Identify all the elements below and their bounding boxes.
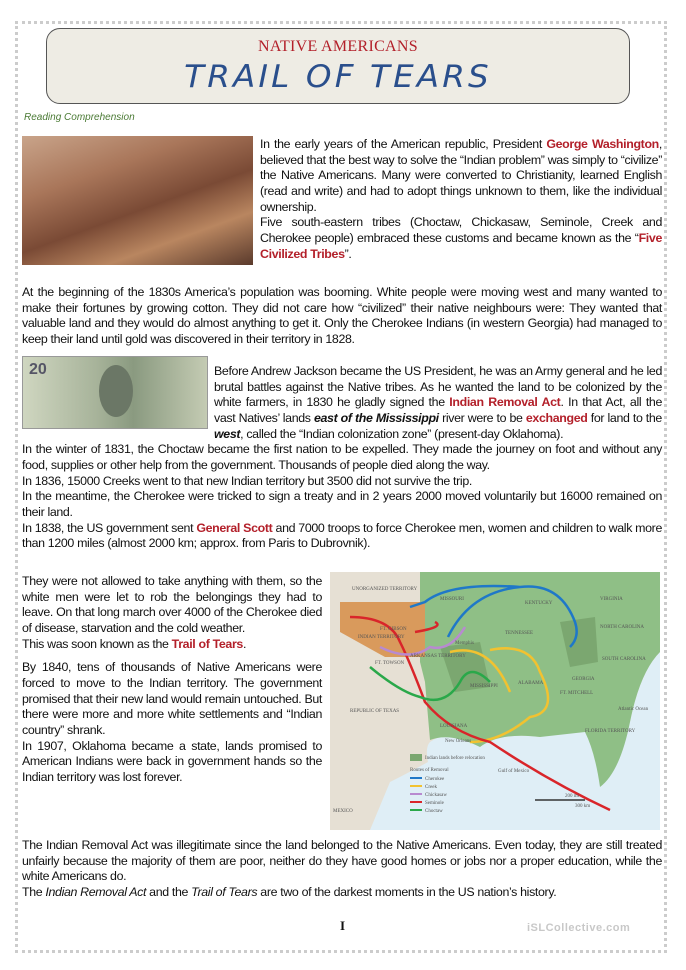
scale-label: 200 mi [565,794,580,799]
page-number: I [340,918,346,933]
map-label: New Orleans [445,739,472,744]
highlight: exchanged [525,410,588,425]
map-label: LOUISIANA [440,724,468,729]
watermark: iSLCollective.com [527,922,631,934]
conclusion-text [22,838,662,901]
removal-routes-map [330,572,660,830]
text: ”. [344,246,352,261]
paragraph [22,885,662,901]
text: Five south-eastern tribes (Choctaw, Chickasaw, Seminole, Creek and Cherokee people) embraced these customs and became known as the “ [260,215,662,245]
map-label: VIRGINIA [600,597,623,602]
highlight: General Scott [196,520,273,535]
map-label: MEXICO [333,809,353,814]
paragraph [22,364,662,442]
map-label: ALABAMA [518,681,544,686]
text: and the [146,884,192,899]
paragraph: In the winter of 1831, the Choctaw became the first nation to be expelled. They made the journey on foot and without any food, supplies or other help from the government. Thousands of people died along the way. [22,442,662,472]
text: Before Andrew Jackson became the US President, he was an Army general and he led brutal battles against the Native tribes. As he wanted the land to be colonized by the white farmers, in 1830 he gladly signed the [214,364,662,410]
map-graphic [330,572,660,830]
highlight: Five Civilized Tribes [260,230,662,261]
map-label: UNORGANIZED TERRITORY [352,587,418,592]
map-label: MISSISSIPPI [470,684,498,689]
legend-title: Routes of Removal [410,768,449,773]
text: river were to be [438,410,526,425]
map-label: SOUTH CAROLINA [602,657,646,662]
paragraph [22,637,322,653]
text: This was soon known as the [22,636,172,651]
left-column-text [22,574,322,786]
map-legend [410,777,447,814]
banknote-value: 20 [29,361,47,378]
text: , called the “Indian colonization zone” (present-day Oklahoma). [240,426,564,441]
legend-lands-label: Indian lands before relocation [425,756,485,761]
text: In 1838, the US government sent [22,520,197,535]
text: In the early years of the American republic, President [260,137,547,151]
paragraph: They were not allowed to take anything with them, so the white men were let to rob the belongings they had to leave. On that long march over 4000 of the Cherokee died of disease, starvation and the cold weather. [22,574,322,635]
legend-label: Seminole [425,801,444,806]
float-spacer [22,364,214,442]
subtitle: NATIVE AMERICANS [258,38,418,55]
paragraph: The Indian Removal Act was illegitimate since the land belonged to the Native Americans. Even today, they are still treated unfairly because the majority of them are poor, neither do they have good homes or jobs nor a proper education, while the white Americans do. [22,838,662,884]
highlight: Indian Removal Act [449,395,561,410]
text: are two of the darkest moments in the US nation’s history. [257,884,557,899]
section-label: Reading Comprehension [24,112,135,123]
map-label: Gulf of Mexico [498,769,530,774]
paragraph: In 1836, 15000 Creeks went to that new Indian territory but 3500 did not survive the trip. [22,473,472,488]
highlight: Trail of Tears [171,636,243,651]
trail-of-tears-painting [22,136,253,265]
map-label: GEORGIA [572,677,595,682]
emphasis: Indian Removal Act [45,884,147,899]
map-label: Atlantic Ocean [618,707,649,712]
map-label: REPUBLIC OF TEXAS [350,709,400,714]
scale-label: 300 km [575,804,591,809]
emphasis: west [214,426,241,441]
map-label: ARKANSAS TERRITORY [410,654,466,659]
paragraph: By 1840, tens of thousands of Native Americans were forced to move to the Indian territory. The government promised that their new land would remain untouched. But there were more and more white settlements and “Indian country” shrank. [22,660,322,737]
map-label: FT. TOWSON [375,661,405,666]
map-label: FLORIDA TERRITORY [585,729,636,734]
paragraph [260,137,662,215]
text: The [22,884,46,899]
map-label: FT. GIBSON [380,627,407,632]
page-title: TRAIL OF TEARS [184,59,492,95]
map-label: NORTH CAROLINA [600,625,645,630]
legend-label: Chickasaw [425,793,447,798]
paragraph: At the beginning of the 1830s America’s population was booming. White people were moving west and many wanted to make their fortunes by growing cotton. They did not care how “civilized” their native neighbours were: They wanted that valuable land and they would do almost anything to get it. Only the Cherokee Indians (in western Georgia) had managed to keep their land until gold was discovered in their territory in 1828. [22,285,662,346]
map-label: INDIAN TERRITORY [358,635,405,640]
emphasis: Trail of Tears [191,884,258,899]
paragraph: In the meantime, the Cherokee were tricked to sign a treaty and in 2 years 2000 moved voluntarily but 16000 remained on their land. [22,489,662,519]
legend-label: Choctaw [425,809,443,814]
text: and 7000 troops to force Cherokee men, women and children to walk more than 1200 miles (almost 2000 km; approx. from Paris to Dubrovnik). [22,520,662,551]
legend-lands-swatch [410,754,422,761]
intro-text [260,137,662,262]
highlight: George Washington [546,137,659,151]
paragraph [260,215,662,262]
legend-label: Cherokee [425,777,445,782]
text: , believed that the best way to solve the “Indian problem” was simply to “civilize” the Native Americans. Many were converted to Christianity, learned English (read and write) and had to adopt things unknown to them, like the individual ownership. [260,137,662,214]
main-text [22,364,662,552]
paragraph-1830s [22,285,662,348]
text: . In that Act, all the vast Natives’ lands [214,395,662,425]
map-label: MISSOURI [440,597,464,602]
text: for land to the [587,410,662,425]
paragraph [22,521,662,552]
map-label: KENTUCKY [525,601,553,606]
emphasis: east of the Mississippi [313,410,439,425]
legend-label: Creek [425,785,437,790]
map-label: TENNESSEE [505,631,534,636]
map-label: Memphis [455,641,474,646]
text: . [242,636,247,651]
map-label: FT. MITCHELL [560,691,594,696]
title-banner [46,28,630,104]
paragraph: In 1907, Oklahoma became a state, lands promised to American Indians were back in government hands so the Indian territory was lost forever. [22,738,322,784]
